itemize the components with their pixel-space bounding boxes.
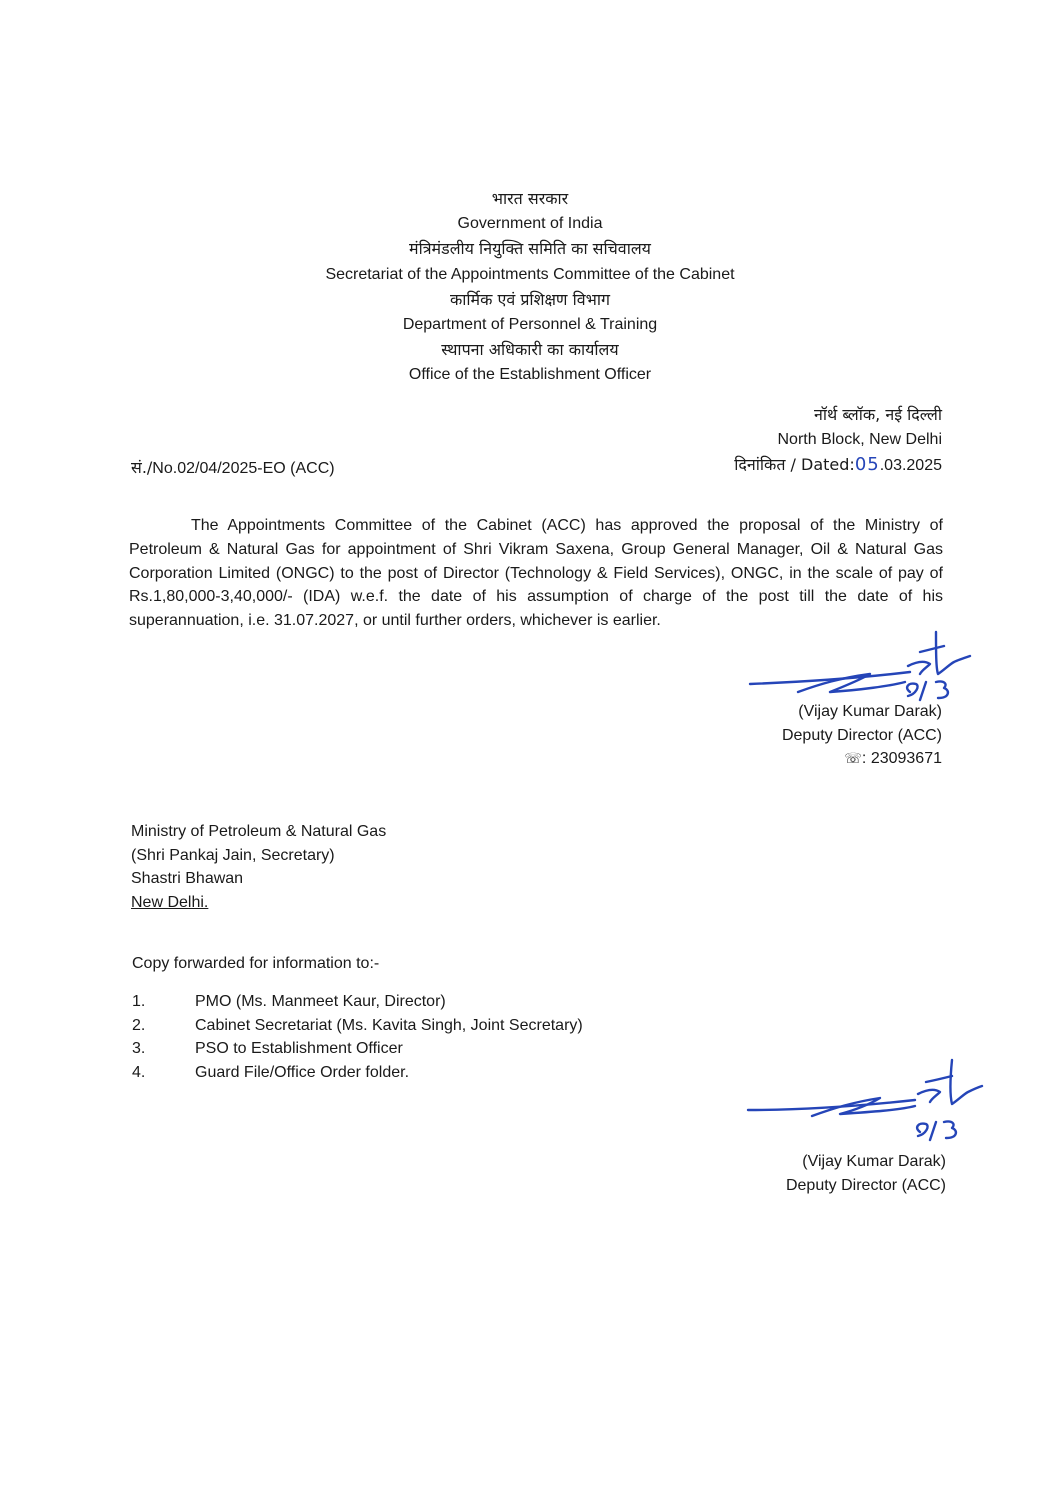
signatory-phone-line: ☏: 23093671	[844, 750, 942, 767]
copy-forwarded-title: Copy forwarded for information to:-	[132, 955, 380, 972]
signatory-block-2	[786, 1150, 946, 1197]
list-item-number: 4.	[132, 1063, 146, 1081]
header-hindi-line-2: मंत्रिमंडलीय नियुक्ति समिति का सचिवालय	[409, 239, 651, 259]
header-hindi-line-4: स्थापना अधिकारी का कार्यालय	[441, 340, 619, 360]
addressee-line-1: Ministry of Petroleum & Natural Gas	[131, 823, 387, 840]
reference-number	[131, 456, 335, 478]
list-item-text: Cabinet Secretariat (Ms. Kavita Singh, Joint Secretary)	[195, 1016, 583, 1034]
dated-month-year: .03.2025	[879, 457, 942, 474]
signatory-phone: 23093671	[870, 750, 942, 767]
signatory-name: (Vijay Kumar Darak)	[798, 703, 942, 720]
list-item-number: 2.	[132, 1016, 146, 1034]
signatory-name: (Vijay Kumar Darak)	[802, 1153, 946, 1170]
header-english-line-1: Government of India	[457, 215, 603, 233]
signatory-designation: Deputy Director (ACC)	[781, 726, 942, 744]
header-english-line-3: Department of Personnel & Training	[402, 316, 658, 334]
order-paragraph: The Appointments Committee of the Cabinet (ACC) has approved the proposal of the Ministry of Petroleum & Natural Gas for appointment of Shri Vikram Saxena, Group General Manager, Oil & Natural Gas Corporation Limited (ONGC) to the post of Director (Technology & Field Services), ONGC, in the scale of pay of Rs.1,80,000-3,40,000/- (IDA) w.e.f. the date of his assumption of charge of the post till the date of his superannuation, i.e. 31.07.2027, or until further orders, whichever is earlier.	[129, 517, 943, 630]
list-item-text: PMO (Ms. Manmeet Kaur, Director)	[195, 993, 446, 1010]
header-hindi-line-1: भारत सरकार	[491, 189, 569, 208]
dated-label: दिनांकित / Dated:	[734, 455, 855, 474]
list-item-text: Guard File/Office Order folder.	[195, 1063, 410, 1081]
addressee-line-3: Shastri Bhawan	[131, 870, 244, 887]
addressee-block	[131, 820, 386, 914]
signature-1	[740, 622, 980, 704]
list-item-number: 3.	[132, 1040, 146, 1057]
reference-prefix: सं./	[131, 458, 153, 477]
header-english-line-2: Secretariat of the Appointments Committee of the Cabinet	[325, 265, 735, 283]
dated-line	[734, 452, 942, 478]
header-english-line-4: Office of the Establishment Officer	[408, 366, 652, 384]
signature-2	[740, 1052, 990, 1147]
signatory-block-1	[782, 700, 942, 771]
header-hindi-line-3: कार्मिक एवं प्रशिक्षण विभाग	[449, 289, 611, 309]
list-item-number: 1.	[132, 993, 146, 1010]
place-hindi: नॉर्थ ब्लॉक, नई दिल्ली	[813, 405, 942, 424]
telephone-icon: ☏	[844, 750, 862, 766]
dated-day-handwritten: 05	[854, 454, 880, 475]
place-english: North Block, New Delhi	[777, 431, 942, 448]
addressee-line-2: (Shri Pankaj Jain, Secretary)	[131, 846, 335, 864]
list-item-text: PSO to Establishment Officer	[195, 1040, 403, 1057]
letterhead	[0, 186, 1060, 388]
addressee-line-4: New Delhi.	[131, 893, 209, 911]
signatory-designation: Deputy Director (ACC)	[785, 1176, 946, 1194]
reference-value: No.02/04/2025-EO (ACC)	[152, 460, 335, 477]
place-and-date	[734, 402, 942, 478]
